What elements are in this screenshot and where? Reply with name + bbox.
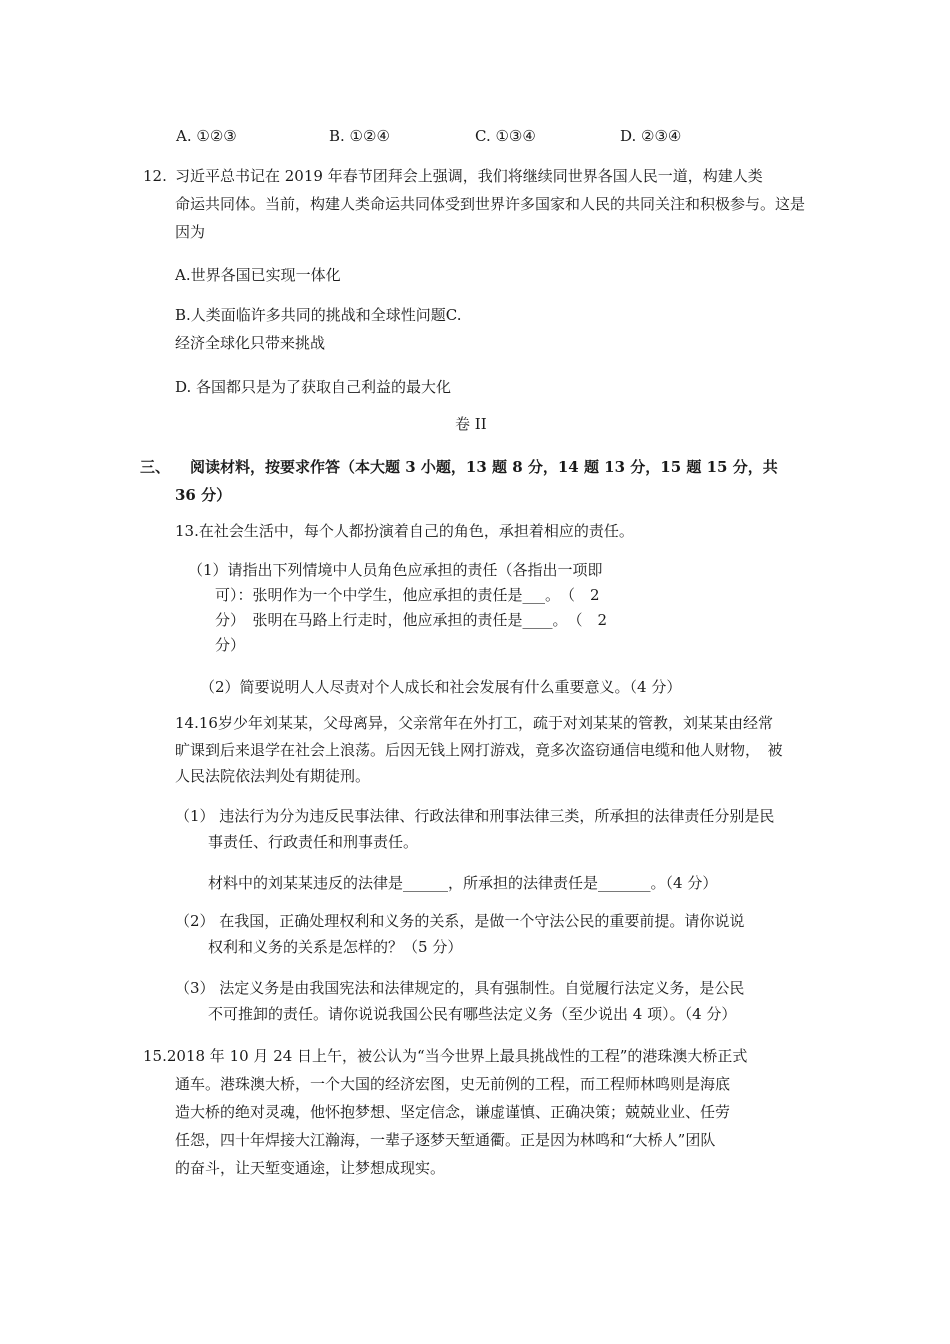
q11-option-c: C. ①③④ [475,127,536,145]
q12-option-a: A.世界各国已实现一体化 [175,266,341,284]
q15-stem-line-4: 任怨，四十年焊接大江瀚海，一辈子逐梦天堑通衢。正是因为林鸣和“大桥人”团队 [175,1131,716,1149]
q14-stem-line-3: 人民法院依法判处有期徒刑。 [175,767,371,785]
q13-part1-line-2: 可）：张明作为一个中学生，他应承担的责任是___。 （ 2 [215,586,600,604]
q14-part3-line-1: （3） 法定义务是由我国宪法和法律规定的，具有强制性。自觉履行法定义务，是公民 [175,979,745,997]
q12-number: 12. [143,167,167,185]
q13-part1-line-3: 分） 张明在马路上行走时，他应承担的责任是____。 （ 2 [215,611,608,629]
q14-part2-line-1: （2） 在我国，正确处理权利和义务的关系，是做一个守法公民的重要前提。请你说说 [175,912,745,930]
q12-stem-line-2: 命运共同体。当前，构建人类命运共同体受到世界许多国家和人民的共同关注和积极参与。这是 [175,195,806,213]
q14-part2-line-2: 权利和义务的关系是怎样的？（5 分） [208,938,463,956]
section3-heading-line-2: 36 分） [175,486,232,504]
q13-part1-line-4: 分） [215,636,246,654]
q11-option-a: A. ①②③ [176,127,237,145]
q13-part2: （2）简要说明人人尽责对个人成长和社会发展有什么重要意义。（4 分） [200,678,682,696]
q11-option-d: D. ②③④ [620,127,682,145]
q14-part1-question: 材料中的刘某某违反的法律是______，所承担的法律责任是_______。（4 分） [208,874,718,892]
q14-stem-line-2: 旷课到后来退学在社会上浪荡。后因无钱上网打游戏，竟多次盗窃通信电缆和他人财物， 被 [175,741,783,759]
q14-part3-line-2: 不可推卸的责任。请你说说我国公民有哪些法定义务（至少说出 4 项）。（4 分） [208,1005,737,1023]
volume-title: 卷 II [455,415,487,433]
q12-stem-line-1: 习近平总书记在 2019 年春节团拜会上强调，我们将继续同世界各国人民一道，构建人类 [175,167,763,185]
section3-number: 三、 [140,458,171,476]
q15-stem-line-1: 15.2018 年 10 月 24 日上午，被公认为“当今世界上最具挑战性的工程”的港珠澳大桥正式 [143,1047,748,1065]
q13-stem: 13.在社会生活中，每个人都扮演着自己的角色，承担着相应的责任。 [175,522,634,540]
q15-stem-line-5: 的奋斗，让天堑变通途，让梦想成现实。 [175,1159,446,1177]
q12-option-c: 经济全球化只带来挑战 [175,334,326,352]
q15-stem-line-2: 通车。港珠澳大桥，一个大国的经济宏图，史无前例的工程，而工程师林鸣则是海底 [175,1075,731,1093]
q13-part1-line-1: （1）请指出下列情境中人员角色应承担的责任（各指出一项即 [188,561,603,579]
q12-option-b: B.人类面临许多共同的挑战和全球性问题C. [175,306,462,324]
q12-stem-line-3: 因为 [175,223,206,241]
q15-stem-line-3: 造大桥的绝对灵魂，他怀抱梦想、坚定信念，谦虚谨慎、正确决策；兢兢业业、任劳 [175,1103,731,1121]
q14-part1-line-2: 事责任、行政责任和刑事责任。 [208,833,419,851]
section3-heading-line-1: 阅读材料，按要求作答（本大题 3 小题，13 题 8 分，14 题 13 分，15 题 15 分，共 [190,458,778,476]
q11-option-b: B. ①②④ [329,127,390,145]
q12-option-d: D. 各国都只是为了获取自己利益的最大化 [175,378,452,396]
q14-part1-line-1: （1） 违法行为分为违反民事法律、行政法律和刑事法律三类，所承担的法律责任分别是民 [175,807,775,825]
q14-stem-line-1: 14.16岁少年刘某某，父母离异，父亲常年在外打工，疏于对刘某某的管教，刘某某由经常 [175,714,773,732]
